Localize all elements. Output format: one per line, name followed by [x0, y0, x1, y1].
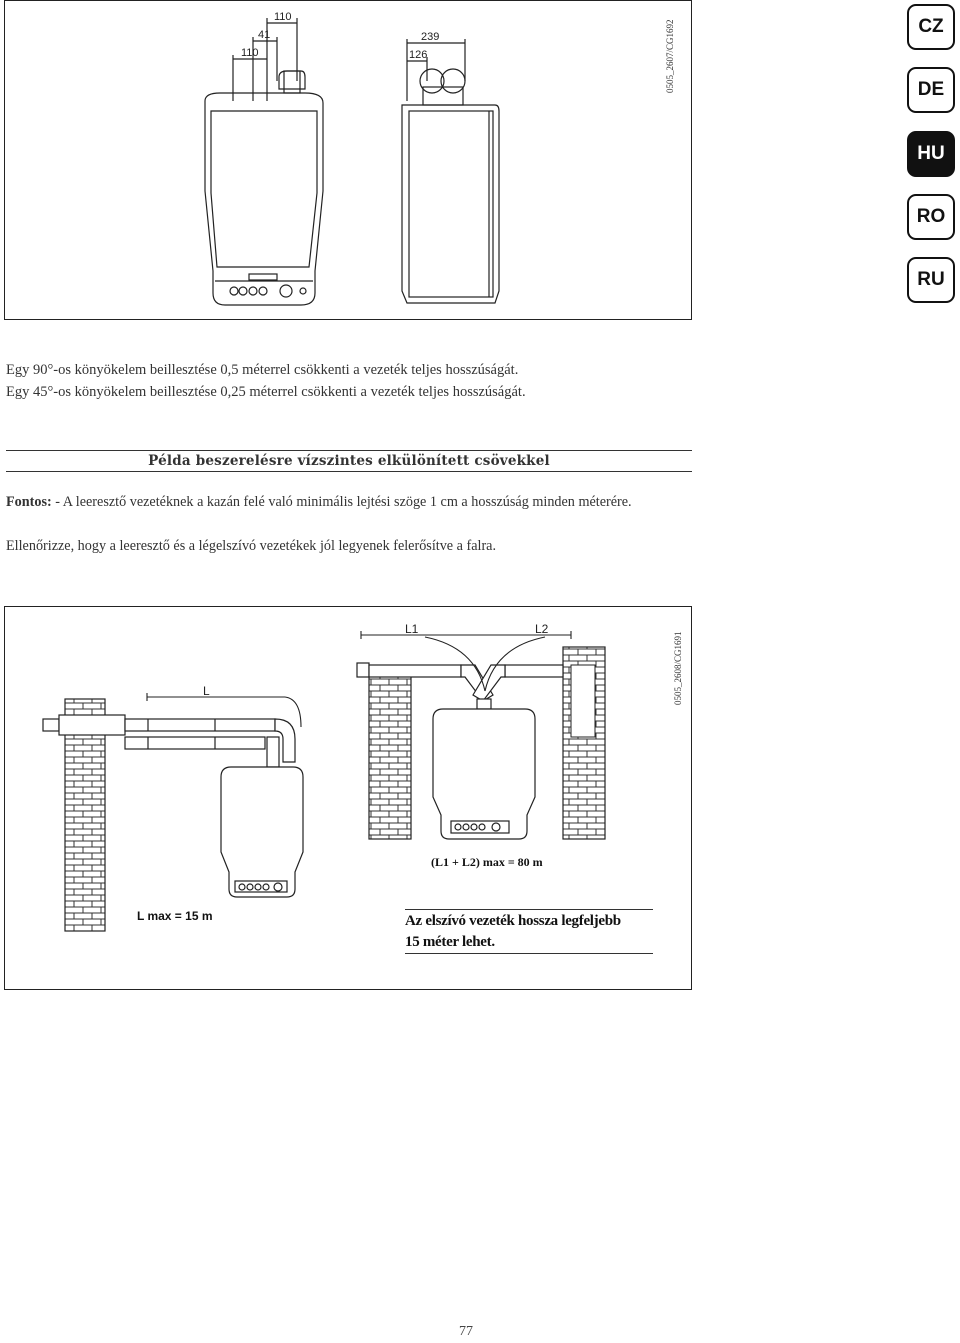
figure2-code: 0505_2608/CG1691: [673, 631, 683, 705]
elbow-45-note: Egy 45°-os könyökelem beillesztése 0,25 méterrel csökkenti a vezeték teljes hosszúságát.: [6, 384, 526, 400]
figure1-code: 0505_2607/CG1692: [665, 19, 675, 93]
boiler-dimension-figure: [4, 0, 692, 320]
dim-239: 239: [421, 31, 440, 43]
caption-l-max: L max = 15 m: [137, 909, 213, 923]
fontos-paragraph: [6, 491, 694, 513]
fontos-text: - A leeresztő vezetéknek a kazán felé való minimális lejtési szöge 1 cm a hosszúság minden méterére.: [51, 494, 632, 510]
dim-126: 126: [409, 49, 428, 61]
dim-110-top: 110: [274, 11, 292, 23]
label-l1: L1: [405, 622, 419, 636]
warning-line-1: Az elszívó vezeték hossza legfeljebb: [405, 913, 621, 929]
label-l2: L2: [535, 622, 549, 636]
lang-tab-ro[interactable]: RO: [907, 194, 955, 240]
fontos-label: Fontos:: [6, 494, 52, 510]
installation-example-figure: [4, 606, 692, 990]
lang-tab-ru[interactable]: RU: [907, 257, 955, 303]
warning-line-2: 15 méter lehet.: [405, 934, 495, 950]
elbow-90-note: Egy 90°-os könyökelem beillesztése 0,5 méterrel csökkenti a vezeték teljes hosszúságát.: [6, 362, 519, 378]
lang-tab-de[interactable]: DE: [907, 67, 955, 113]
title-rule-top: [6, 450, 692, 451]
warning-rule-top: [405, 909, 653, 910]
boiler-dimension-drawing: [5, 1, 691, 319]
warning-rule-bottom: [405, 953, 653, 954]
page-number: 77: [459, 1324, 473, 1339]
dim-110-left: 110: [241, 47, 259, 59]
check-paragraph: Ellenőrizze, hogy a leeresztő és a légelszívó vezetékek jól legyenek felerősítve a falra.: [6, 538, 497, 554]
section-title: Példa beszerelésre vízszintes elkülönített csövekkel: [148, 453, 550, 469]
title-rule-bottom: [6, 471, 692, 472]
caption-l1-l2-max: (L1 + L2) max = 80 m: [431, 855, 543, 869]
lang-tab-cz[interactable]: CZ: [907, 4, 955, 50]
lang-tab-hu[interactable]: HU: [907, 131, 955, 177]
label-l: L: [203, 684, 210, 698]
dim-41: 41: [258, 29, 271, 41]
